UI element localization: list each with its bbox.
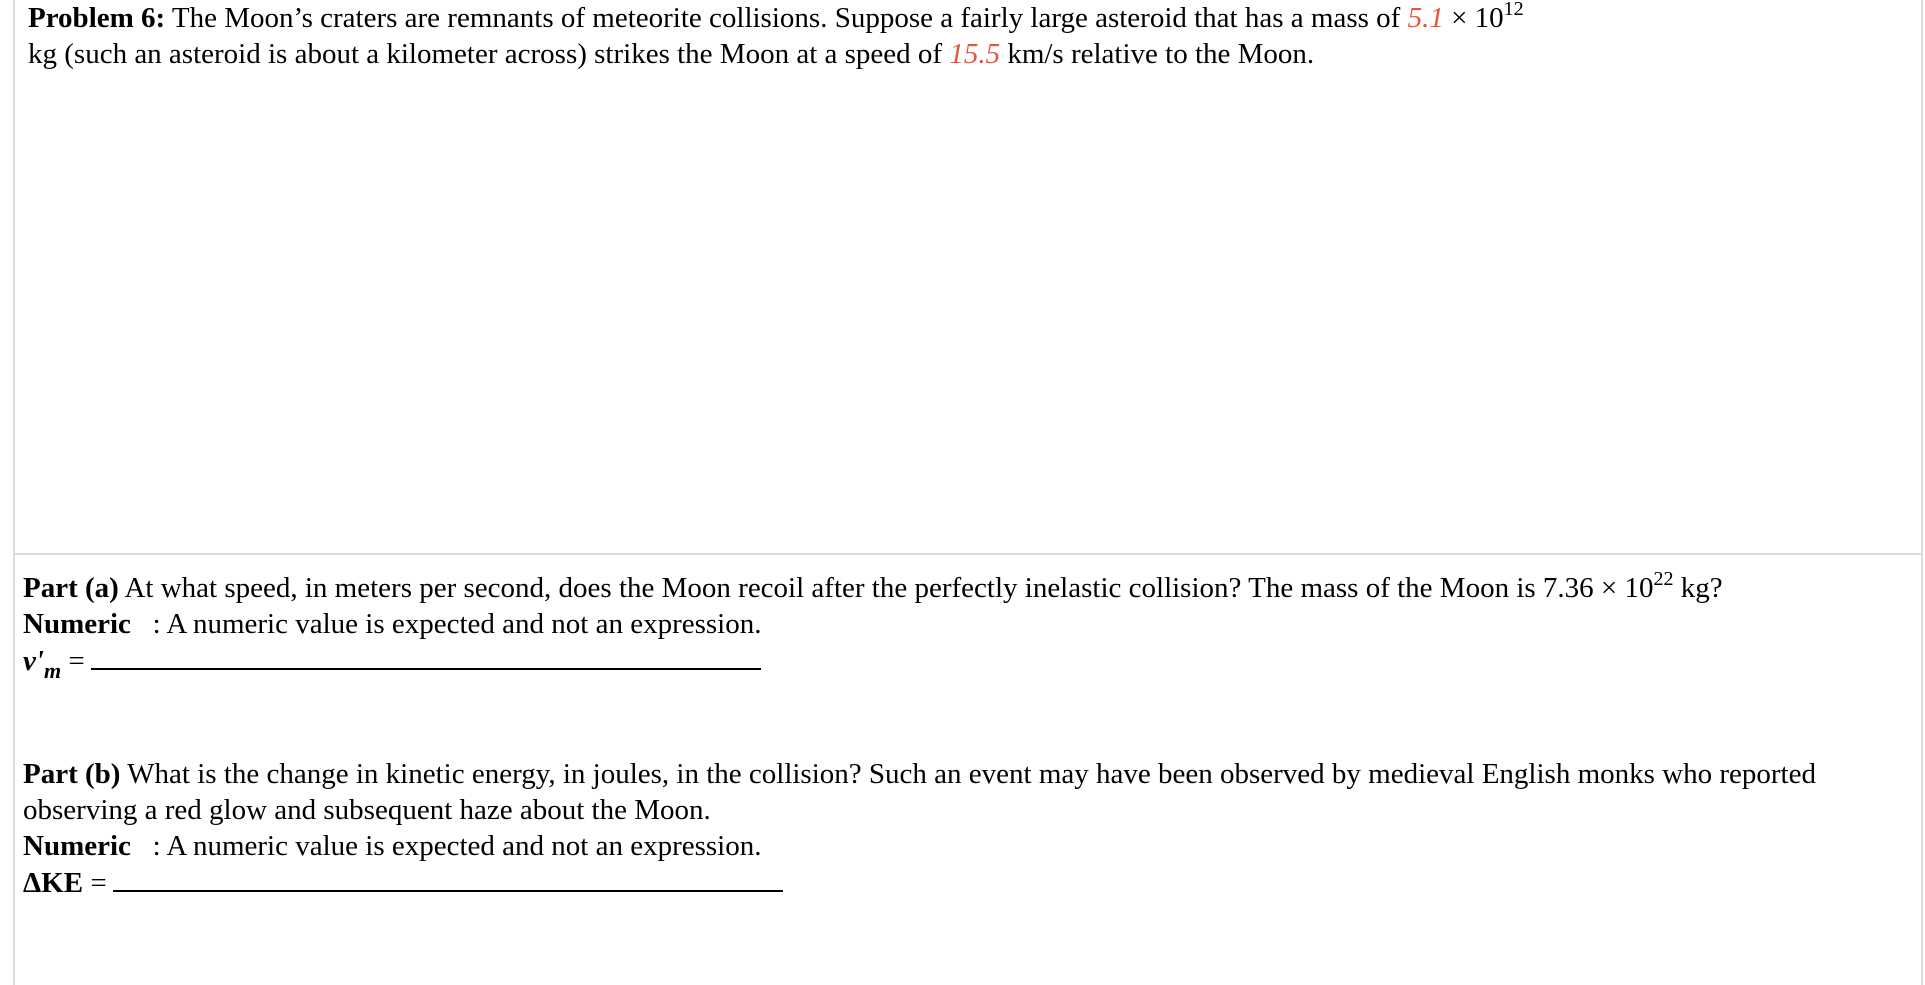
problem-text-3: km/s relative to the Moon. (1007, 38, 1315, 70)
part-a-type-text: : A numeric value is expected and not an expression. (152, 608, 762, 640)
part-b-question: What is the change in kinetic energy, in joules, in the collision? Such an event may have been observed by medieval English monks who reported observing a red glow and subsequent haze about the Moon. (23, 758, 1816, 826)
section-divider (13, 553, 1923, 555)
times-ten: × 10 (1451, 2, 1504, 34)
part-a-answer-field[interactable] (91, 642, 761, 670)
part-b-variable: ΔKE (23, 867, 84, 899)
asteroid-speed-value: 15.5 (949, 38, 1001, 70)
part-a-variable (23, 645, 62, 683)
problem-text-2: kg (such an asteroid is about a kilometer across) strikes the Moon at a speed of (28, 38, 943, 70)
part-a-question-end: kg? (1680, 572, 1723, 604)
part-b-type-label: Numeric (23, 830, 131, 862)
problem-text-1: The Moon’s craters are remnants of meteorite collisions. Suppose a fairly large asteroid that has a mass of (171, 2, 1401, 34)
part-b-answer-field[interactable] (113, 864, 783, 892)
part-a-type-label: Numeric (23, 608, 131, 640)
part-b-label: Part (b) (23, 758, 121, 790)
moon-mass-exponent: 22 (1653, 568, 1674, 590)
part-a-variable-main: v' (23, 645, 44, 677)
part-a-question: At what speed, in meters per second, does the Moon recoil after the perfectly inelastic collision? The mass of the Moon is 7.36 × 10 (124, 572, 1654, 604)
part-a (23, 568, 1918, 683)
part-a-equals: = (68, 645, 85, 677)
part-a-variable-sub: m (43, 658, 62, 683)
part-b-type-text: : A numeric value is expected and not an expression. (152, 830, 762, 862)
problem-label: Problem 6: (28, 2, 166, 34)
problem-statement (28, 0, 1908, 72)
part-b-equals: = (90, 867, 107, 899)
part-a-label: Part (a) (23, 572, 119, 604)
part-b (23, 756, 1918, 901)
asteroid-mass-value: 5.1 (1407, 2, 1444, 34)
mass-exponent: 12 (1503, 0, 1524, 20)
